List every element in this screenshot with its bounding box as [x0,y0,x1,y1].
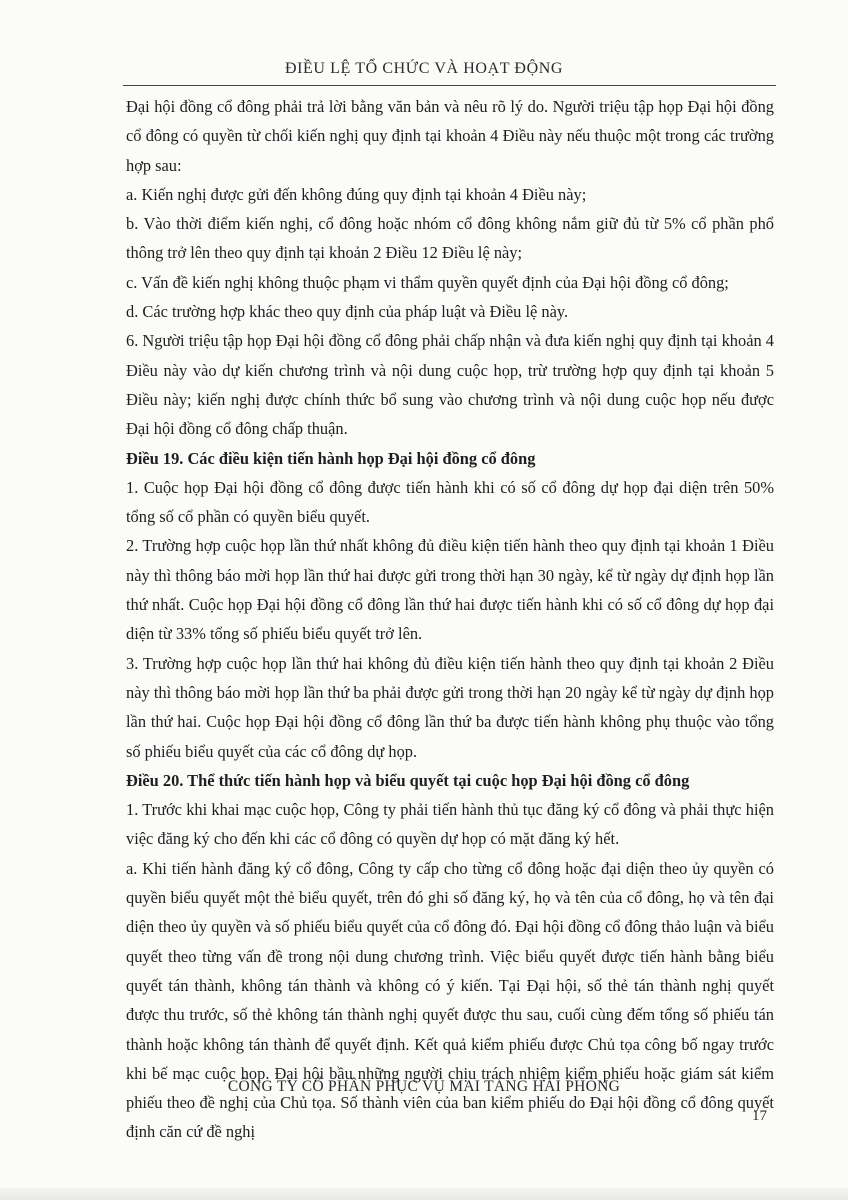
paragraph: Đại hội đồng cổ đông phải trả lời bằng văn bản và nêu rõ lý do. Người triệu tập họp Đại hội đồng cổ đông có quyền từ chối kiến nghị quy định tại khoản 4 Điều này nếu thuộc một trong các trường hợp sau: [126,97,774,175]
paragraph: 6. Người triệu tập họp Đại hội đồng cổ đông phải chấp nhận và đưa kiến nghị quy định tại khoản 4 Điều này vào dự kiến chương trình và nội dung cuộc họp, trừ trường hợp quy định tại khoản 5 Điều này; kiến nghị được chính thức bổ sung vào chương trình và nội dung cuộc họp nếu được Đại hội đồng cổ đông chấp thuận. [126,331,774,439]
footer-company-name: CÔNG TY CỔ PHẦN PHỤC VỤ MAI TÁNG HẢI PHÒNG [227,1078,621,1095]
list-item: b. Vào thời điểm kiến nghị, cổ đông hoặc nhóm cổ đông không nắm giữ đủ từ 5% cổ phần phổ thông trở lên theo quy định tại khoản 2 Điều 12 Điều lệ này; [126,214,774,263]
paragraph: 2. Trường hợp cuộc họp lần thứ nhất không đủ điều kiện tiến hành theo quy định tại khoản 1 Điều này thì thông báo mời họp lần thứ hai được gửi trong thời hạn 30 ngày, kể từ ngày dự định họp lần thứ nhất. Cuộc họp Đại hội đồng cổ đông lần thứ hai được tiến hành khi có số cổ đông dự họp đại diện từ 33% tổng số phiếu biểu quyết trở lên. [126,536,774,644]
list-item: d. Các trường hợp khác theo quy định của pháp luật và Điều lệ này. [126,302,569,322]
paragraph: 1. Trước khi khai mạc cuộc họp, Công ty phải tiến hành thủ tục đăng ký cổ đông và phải thực hiện việc đăng ký cho đến khi các cổ đông có quyền dự họp có mặt đăng ký hết. [126,800,774,849]
header-title: ĐIỀU LỆ TỔ CHỨC VÀ HOẠT ĐỘNG [284,60,564,77]
scan-edge [0,1188,848,1200]
article-19-heading: Điều 19. Các điều kiện tiến hành họp Đại hội đồng cổ đông [126,448,536,468]
header-divider [123,85,776,86]
article-20-heading: Điều 20. Thể thức tiến hành họp và biểu quyết tại cuộc họp Đại hội đồng cổ đông [126,770,690,790]
list-item: c. Vấn đề kiến nghị không thuộc phạm vi thẩm quyền quyết định của Đại hội đồng cổ đông; [126,272,729,292]
paragraph: a. Khi tiến hành đăng ký cổ đông, Công ty cấp cho từng cổ đông hoặc đại diện theo ủy quyền có quyền biểu quyết một thẻ biểu quyết, trên đó ghi số đăng ký, họ và tên của cổ đông, họ và tên đại diện theo ủy quyền và số phiếu biểu quyết của cổ đông đó. Đại hội đồng cổ đông thảo luận và biểu quyết theo từng vấn đề trong nội dung chương trình. Việc biểu quyết được tiến hành bằng biểu quyết tán thành, không tán thành và không có ý kiến. Tại Đại hội, số thẻ tán thành nghị quyết được thu trước, số thẻ không tán thành nghị quyết được thu sau, cuối cùng đếm tổng số phiếu tán thành hoặc không tán thành để quyết định. Kết quả kiểm phiếu được Chủ tọa công bố ngay trước khi bế mạc cuộc họp. Đại hội bầu những người chịu trách nhiệm kiểm phiếu hoặc giám sát kiểm phiếu theo đề nghị của Chủ tọa. Số thành viên của ban kiểm phiếu do Đại hội đồng cổ đông quyết định căn cứ đề nghị [126,858,774,1142]
list-item: a. Kiến nghị được gửi đến không đúng quy định tại khoản 4 Điều này; [126,184,587,204]
paragraph: 3. Trường hợp cuộc họp lần thứ hai không đủ điều kiện tiến hành theo quy định tại khoản 2 Điều này thì thông báo mời họp lần thứ ba phải được gửi trong thời hạn 20 ngày kể từ ngày dự định họp lần thứ hai. Cuộc họp Đại hội đồng cổ đông lần thứ ba được tiến hành không phụ thuộc vào tổng số phiếu biểu quyết của các cổ đông dự họp. [126,653,774,761]
document-body [126,92,774,1147]
paragraph: 1. Cuộc họp Đại hội đồng cổ đông được tiến hành khi có số cổ đông dự họp đại diện trên 50% tổng số cổ phần có quyền biểu quyết. [126,477,774,527]
page-number: 17 [752,1108,767,1124]
